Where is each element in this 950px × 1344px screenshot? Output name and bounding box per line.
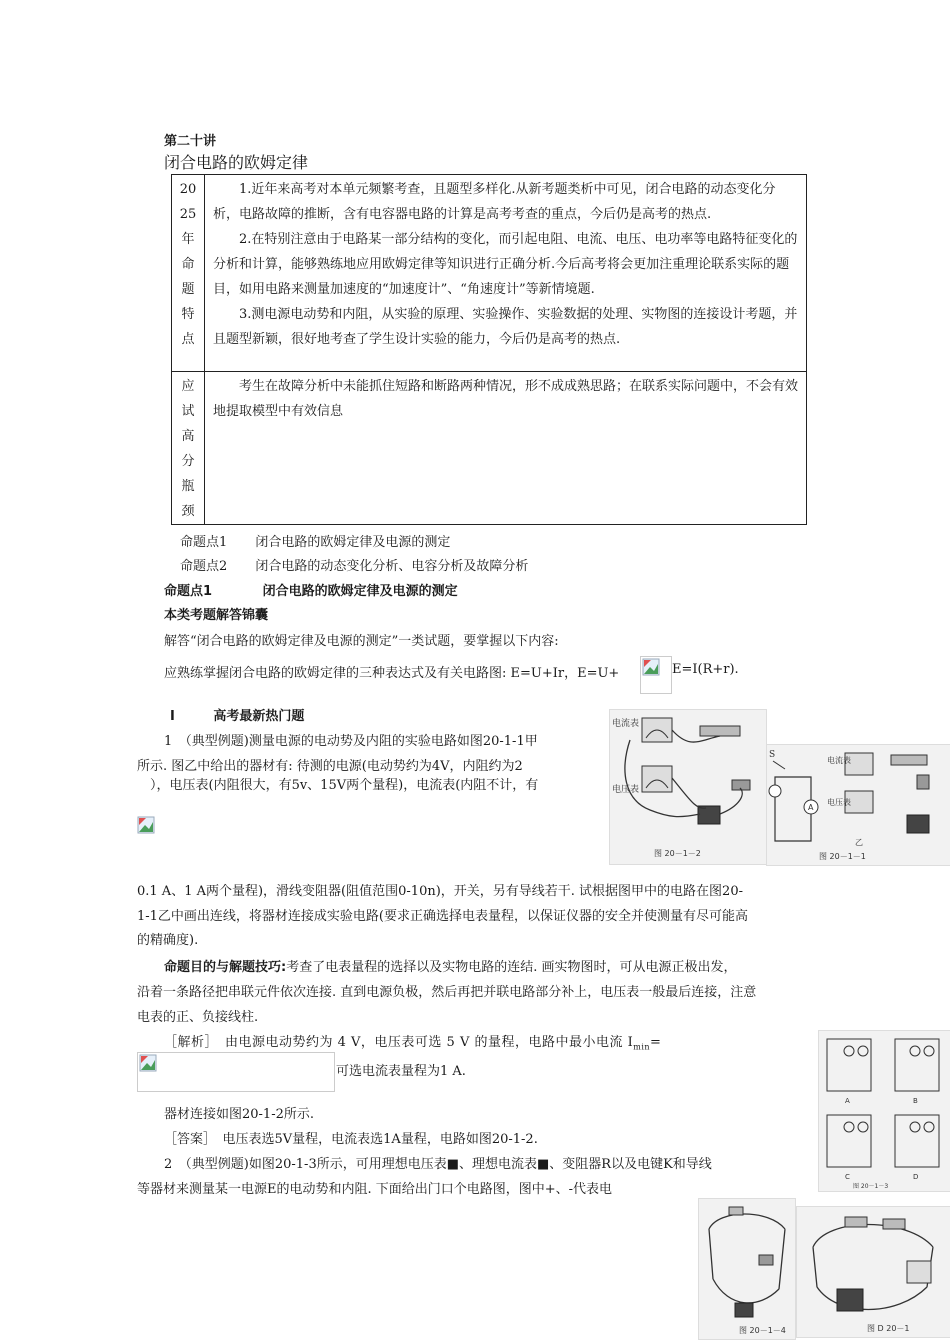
hot-number: Ⅰ — [170, 709, 175, 724]
q1-analysis — [164, 1031, 661, 1052]
q1-line: 1-1乙中画出连线，将器材连接成实验电路(要求正确选择电表量程，以保证仪器的安全并使测量有尽可能高 — [137, 909, 749, 924]
table-side-label-features — [172, 175, 205, 372]
formula-text: 应熟练掌握闭合电路的欧姆定律的三种表达式及有关电路图: E=U+Ir，E=U+ — [164, 666, 620, 681]
q1-line: ），电压表(内阻很大，有5v、15V两个量程)，电流表(内阻不计，有 — [150, 778, 539, 793]
side-char: 试 — [181, 404, 195, 419]
figure-20-1-3 — [818, 1030, 950, 1192]
analysis-eq: = — [650, 1035, 662, 1050]
table-bottleneck-content — [205, 372, 807, 525]
side-char: 25 — [179, 207, 197, 222]
analysis-text: ［解析］ 由电源电动势约为 4 V，电压表可选 5 V 的量程，电路中最小电流 I — [164, 1035, 634, 1050]
svg-text:A: A — [808, 803, 814, 812]
svg-text:A: A — [845, 1097, 850, 1105]
lecture-number: 第二十讲 — [164, 134, 217, 149]
circuit-photo-4 — [797, 1207, 950, 1337]
q1-aim-line: 沿着一条路径把串联元件依次连接. 直到电源负极，然后再把并联电路部分补上，电压表一般最后连接，注意 — [137, 985, 757, 1000]
figure-20-1-2 — [609, 709, 767, 865]
q1-answer: ［答案］ 电压表选5V量程，电流表选1A量程，电路如图20-1-2. — [164, 1132, 538, 1147]
section-label: 命题点1 — [164, 584, 213, 599]
side-char: 应 — [181, 379, 195, 394]
svg-text:S: S — [769, 750, 776, 760]
point-2 — [180, 555, 528, 574]
table-side-label-bottleneck — [172, 372, 205, 525]
hot-title: 高考最新热门题 — [213, 709, 305, 724]
q1-aim-line: 电表的正、负接线柱. — [137, 1010, 259, 1025]
section-intro: 解答“闭合电路的欧姆定律及电源的测定”一类试题，要掌握以下内容: — [164, 634, 559, 649]
q2-line: 2 （典型例题)如图20-1-3所示，可用理想电压表■、理想电流表■、变阻器R以及电键K和导线 — [164, 1157, 712, 1172]
formula-image — [137, 1052, 335, 1092]
formula-line — [164, 662, 619, 681]
figure-label: 电流表 — [612, 719, 640, 729]
circuit-photo-3 — [699, 1199, 795, 1339]
figure-label: 电流表 — [827, 756, 851, 765]
q2-line: 等器材来测量某一电源E的电动势和内阻. 下面给出门口个电路图，图中+、-代表电 — [137, 1182, 613, 1197]
formula-image — [640, 656, 672, 694]
section-heading — [164, 580, 458, 599]
figure-label: 电压表 — [827, 798, 851, 807]
side-char: 颈 — [181, 504, 195, 519]
broken-image-icon — [137, 816, 155, 834]
figure-label: 电压表 — [612, 785, 640, 795]
svg-text:D: D — [913, 1173, 919, 1181]
q1-line: 0.1 A、1 A两个量程)，滑线变阻器(阻值范围0-10n)，开关，另有导线若干. 试根据图甲中的电路在图20- — [137, 884, 743, 899]
point-text: 闭合电路的动态变化分析、电容分析及故障分析 — [255, 559, 529, 574]
side-char: 点 — [181, 332, 195, 347]
figure-caption: 图 20－1－3 — [853, 1183, 889, 1190]
side-char: 命 — [181, 257, 195, 272]
feature-paragraph: 3.测电源电动势和内阻，从实验的原理、实验操作、实验数据的处理、实物图的连接设计考题，并且题型新颖，很好地考查了学生设计实验的能力，今后仍是高考的热点. — [213, 307, 798, 347]
analysis-subscript: min — [633, 1042, 651, 1052]
figure-sublabel: 乙 — [855, 838, 863, 847]
exam-features-table — [171, 174, 807, 525]
broken-image-icon — [139, 1054, 157, 1072]
figure-caption: 图 20－1－2 — [654, 849, 701, 858]
point-text: 闭合电路的欧姆定律及电源的测定 — [255, 535, 451, 550]
q1-line: 所示. 图乙中给出的器材有: 待测的电源(电动势约为4V，内阻约为2 — [137, 759, 523, 774]
side-char: 高 — [181, 429, 195, 444]
formula-tail: E=I(R+r). — [672, 662, 739, 677]
q1-analysis-cont: 可选电流表量程为1 A. — [336, 1064, 466, 1079]
broken-image-icon — [642, 658, 660, 676]
section-title: 闭合电路的欧姆定律及电源的测定 — [262, 584, 458, 599]
q1-line: 1 （典型例题)测量电源的电动势及内阻的实验电路如图20-1-1甲 — [164, 734, 538, 749]
point-1 — [180, 531, 450, 550]
figure-20-1-1 — [766, 744, 950, 866]
side-char: 20 — [179, 182, 197, 197]
side-char: 年 — [181, 232, 195, 247]
point-label: 命题点2 — [180, 559, 228, 574]
page-title: 闭合电路的欧姆定律 — [164, 153, 309, 172]
point-label: 命题点1 — [180, 535, 228, 550]
circuit-diagrams — [819, 1031, 950, 1191]
svg-text:C: C — [845, 1173, 850, 1181]
side-char: 瓶 — [181, 479, 195, 494]
section-subheading: 本类考题解答锦囊 — [164, 608, 269, 623]
side-char: 题 — [181, 282, 195, 297]
q1-aim — [164, 956, 736, 975]
figure-caption: 图 D 20－1 — [867, 1324, 910, 1333]
figure-20-1-4 — [698, 1198, 796, 1340]
aim-text: 考查了电表量程的选择以及实物电路的连结. 画实物图时，可从电源正极出发， — [286, 960, 737, 975]
side-char: 特 — [181, 307, 195, 322]
figure-caption: 图 20－1－4 — [739, 1326, 786, 1335]
bottleneck-paragraph: 考生在故障分析中未能抓住短路和断路两种情况，形不成成熟思路；在联系实际问题中，不会有效地提取模型中有效信息 — [213, 379, 799, 419]
figure-caption: 图 20－1－1 — [819, 852, 866, 861]
figure-d-20-1 — [796, 1206, 950, 1338]
q1-connect: 器材连接如图20-1-2所示. — [164, 1107, 315, 1122]
hot-heading — [170, 705, 304, 724]
q1-line: 的精确度). — [137, 933, 199, 948]
table-features-content — [205, 175, 807, 372]
feature-paragraph: 1.近年来高考对本单元频繁考查，且题型多样化.从新考题类析中可见，闭合电路的动态变化分析，电路故障的推断，含有电容器电路的计算是高考考查的重点，今后仍是高考的热点. — [213, 182, 776, 222]
side-char: 分 — [181, 454, 195, 469]
aim-label: 命题目的与解题技巧: — [164, 960, 287, 975]
feature-paragraph: 2.在特别注意由于电路某一部分结构的变化，而引起电阻、电流、电压、电功率等电路特征变化的分析和计算，能够熟练地应用欧姆定律等知识进行正确分析.今后高考将会更加注重理论联系实际的题目，如用电路来测量加速度的“加速度计”、“角速度计”等新情境题. — [213, 232, 798, 297]
svg-text:B: B — [913, 1097, 918, 1105]
